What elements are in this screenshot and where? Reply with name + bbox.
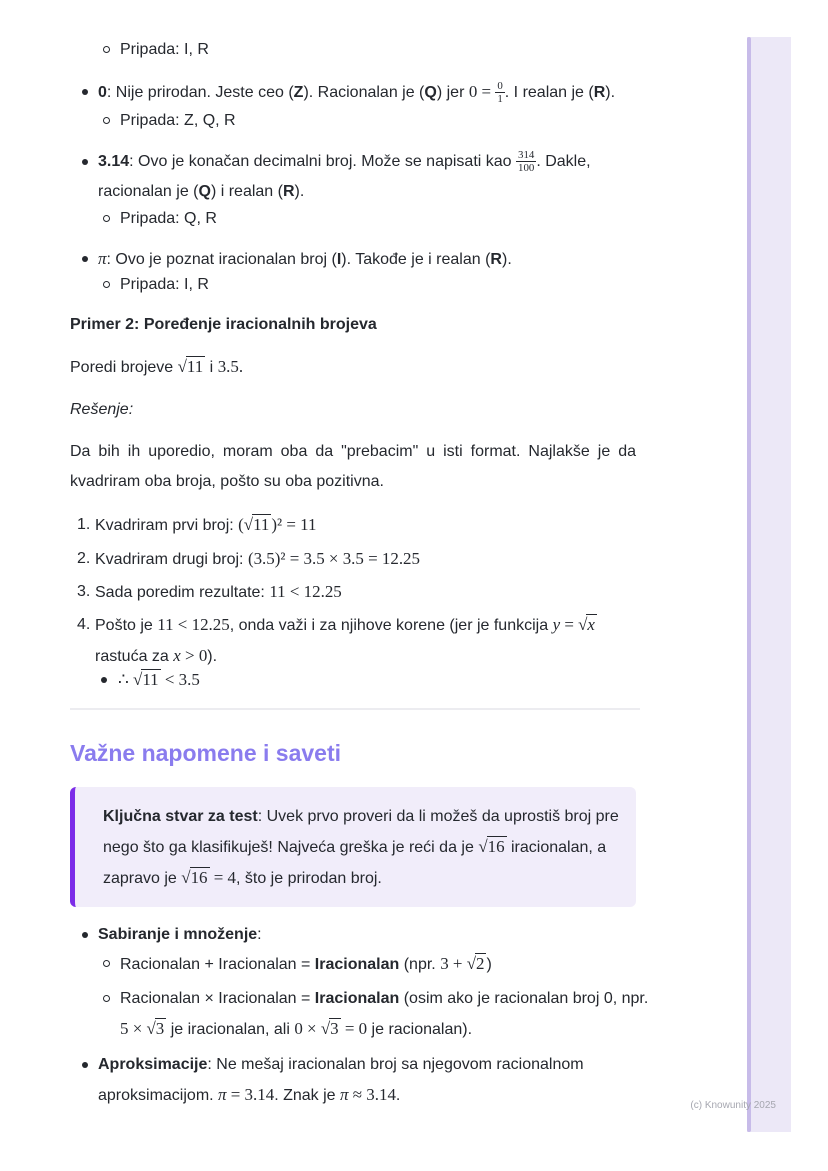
ordered-step-2: 2. Kvadriram drugi broj: (3.5)² = 3.5 × 3.5 = 12.25 [70,544,636,575]
key-tip-callout: Ključna stvar za test: Uvek prvo proveri da li možeš da uprostiš broj pre nego što ga klasifikuješ! Najveća greška je reći da je √16 iracionalan, a zapravo je √16 = 4, što je prirodan broj. [70,787,636,907]
circle-bullet-icon [103,960,110,967]
circle-bullet-icon [103,281,110,288]
circle-bullet-icon [103,117,110,124]
section-divider [70,708,640,710]
list-item-zero: 0: Nije prirodan. Jeste ceo (Z). Racionalan je (Q) jer 0 = $\frac{0}{1}$ . I realan je (R). [70,77,636,108]
task-line: Poredi brojeve √11 i 3.5. [70,357,244,376]
sqrt-expression: √11 [243,515,270,534]
step-number: 4. [77,616,91,633]
ordered-step-3: 3. Sada poredim rezultate: 11 < 12.25 [70,577,636,608]
bullet-icon [82,89,88,95]
section-heading-primer2: Primer 2: Poređenje iracionalnih brojeva [70,316,377,333]
ordered-step-1: 1. Kvadriram prvi broj: (√11 )² = 11 [70,510,636,541]
sub-list-item-pripada [70,270,636,300]
sub-list-item-text: Pripada: I, R [120,276,209,293]
solution-label: Rešenje: [70,401,134,418]
ordered-step-4: 4. Pošto je 11 < 12.25, onda važi i za njihove korene (jer je funkcija y = √x rastuća za x > 0). [70,610,636,672]
sqrt-expression: √16 [478,837,505,856]
copyright-watermark: (c) Knowunity 2025 [690,1100,776,1111]
step-number: 2. [77,550,91,567]
sub-list-item-text: Pripada: I, R [120,41,209,58]
sqrt-expression: √11 [133,670,159,689]
sub-list-item-plus-rule: Racionalan + Iracionalan = Iracionalan (npr. 3 + √2 ) [70,949,636,980]
solution-intro-paragraph: Da bih ih uporedio, moram oba da "prebacim" u isti format. Najlakše je da kvadriram oba broja, pošto su oba pozitivna. [70,443,636,490]
sub-list-item-times-rule: Racionalan × Iracionalan = Iracionalan (osim ako je racionalan broj 0, npr. 5 × √3 je iracionalan, ali 0 × √3 = 0 je racionalan). [70,984,636,1045]
fraction: $\frac{0}{1}$ [497,79,503,105]
right-margin-band [747,37,791,1132]
right-margin-accent-line [747,37,751,1132]
bullet-icon [82,256,88,262]
sqrt-expression: √3 [320,1019,339,1038]
step-number: 1. [77,516,91,533]
sub-list-item-pripada [70,106,636,136]
fraction: $\frac{314}{100}$ [518,148,535,174]
sqrt-expression: √2 [466,954,485,973]
page-section-heading: Važne napomene i saveti [70,740,342,766]
sub-list-item-pripada [70,35,636,65]
circle-bullet-icon [103,215,110,222]
list-item-aproksimacije: Aproksimacije: Ne mešaj iracionalan broj sa njegovom racionalnom aproksimacijom. π = 3.14. Znak je π ≈ 3.14. [70,1050,636,1111]
sub-list-item-text: Pripada: Q, R [120,210,217,227]
conclusion-list-item: ∴ √11 < 3.5 [70,665,636,696]
sub-list-item-pripada [70,204,636,234]
sqrt-expression: √x [578,615,595,634]
circle-bullet-icon [103,46,110,53]
bullet-icon [101,677,107,683]
bullet-icon [82,932,88,938]
list-item-pi: π: Ovo je poznat iracionalan broj (I). Takođe je i realan (R). [70,244,636,275]
list-item-sabiranje: Sabiranje i množenje: [70,920,636,950]
step-number: 3. [77,583,91,600]
sqrt-expression: √3 [146,1019,165,1038]
list-item-decimal: 3.14: Ovo je konačan decimalni broj. Može se napisati kao $\frac{314}{100}$ . Dakle, racionalan je (Q) i realan (R). [70,147,636,207]
circle-bullet-icon [103,995,110,1002]
bullet-icon [82,159,88,165]
sqrt-expression: √16 [181,868,208,887]
sub-list-item-text: Pripada: Z, Q, R [120,112,236,129]
bullet-icon [82,1062,88,1068]
sqrt-expression: √11 [177,357,204,376]
